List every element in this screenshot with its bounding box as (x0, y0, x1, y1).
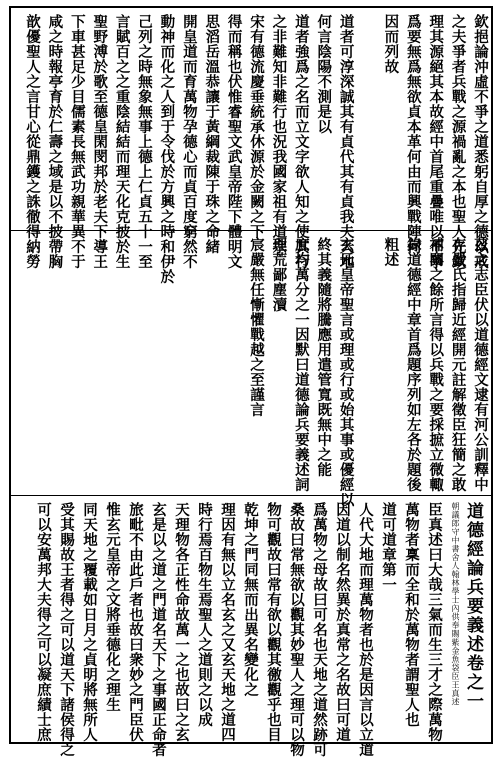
text-column: 聖野溥於歌至德皇閑閔邦於老夫下導王 (91, 14, 109, 269)
text-column: 宸嚴無任慚懼戰越之至謹言 (248, 237, 265, 417)
text-column: 下車甚足少目儒素長無武功親華異不于 (68, 14, 86, 269)
text-column: 補闕之餘所言得以兵戰之要採摭立微輙 (427, 237, 445, 492)
text-column: 可以安萬邦大夫得之可以凝庶績士庶 (35, 502, 52, 742)
text-column: 桑故曰常無欲以觀其妙聖人之理可以物 (288, 502, 305, 757)
text-panel-bottom (11, 496, 491, 757)
text-column: 因道以制名然異於真常之名故曰可道 (334, 502, 351, 742)
author-line: 朝議郎守中書舍人翰林學士內供奉賜紫金魚袋臣王真述 (451, 502, 460, 706)
text-column: 理其源絕其本故經中首尾重疊唯以不爭 (427, 14, 445, 269)
text-column: 欽挹論沖虛不爭之道悉躬自厚之德以戒 (472, 14, 489, 269)
text-column: 人代大地而理萬物者也於是因言以立道 (357, 502, 374, 757)
text-column: 終其義隨將騰應用遣管寬既無中之能 (315, 237, 333, 477)
text-column: 時行焉百物生焉聖人之道則之以成 (196, 502, 213, 727)
text-column: 因而列故 (382, 14, 400, 74)
text-column: 之非難知非難行也況我國家祖有道宗 (270, 14, 288, 254)
chapter-title: 道德經論兵要義述卷之一 (463, 502, 483, 711)
text-column: 開皇道而育萬物孕德心而貞百度窮然不 (180, 14, 198, 269)
text-column: 受其賜故王者得之可以道天下諸侯得之 (58, 502, 75, 757)
text-column: 歆優聖人之言甘心從鼎鑊之誅徹得納勞 (24, 14, 41, 269)
text-column: 宋有德流慶垂統承休源於金闕之下 (248, 14, 265, 239)
text-column: 道可道章第一 (380, 502, 397, 592)
text-column: 同天地之覆載如日月之貞明將無所人 (81, 502, 98, 742)
book-page (9, 6, 493, 757)
text-column: 錄道德經中章首爲題序列如左各於題後 (404, 237, 422, 492)
text-column: 己列之時無象無事上德上仁貞五十一至 (136, 14, 153, 269)
text-column: 惟玄元皇帝之文將垂德化之理生 (104, 502, 121, 712)
text-column: 天理物各正性命故萬一之也故曰之玄 (173, 502, 190, 742)
text-column: 臣真述曰大哉三氣而生三才之際萬物 (426, 502, 443, 742)
text-column: 道者可淳深誠其有貞代其有貞我夫天地 (337, 14, 355, 269)
text-column: 得而稱也伏惟睿聖文武皇帝陛下體明文 (225, 14, 243, 269)
text-column: 粗述 (382, 237, 400, 267)
text-column: 玄是以之道之門道名天下之事國正命者 (150, 502, 167, 757)
text-column: 存嚴氏指歸近經開元註解徵臣狂簡之敢 (449, 237, 467, 492)
text-column: 爲萬物之母故曰可名也天地之道然跡可 (311, 502, 328, 757)
text-column: 萬物者稟而全和於萬物者謂聖人也 (403, 502, 420, 727)
text-column: 乾坤之門同無而出異名變化之 (242, 502, 259, 697)
text-column: 庶均萬分之一因默曰道德論兵要義述詞 (292, 237, 310, 492)
text-column: 旅毗不由此戶者也故曰衆妙之門臣伏 (127, 502, 144, 742)
text-column: 言賦百之之重陰結結而理天化克披於生 (113, 14, 131, 269)
text-column: 思滔岳溫恭讓于黃綱裁陳于珠之命緒 (203, 14, 221, 254)
text-column: 玄元皇帝聖言或理或行或始其事或優經以 (337, 237, 355, 507)
text-column: 之夫爭者兵戰之源禍亂之本也聖人先欽 (449, 14, 467, 269)
text-column: 咸之時報亭育於仁壽之域是以不披帶胸 (46, 14, 64, 269)
text-column: 理荒鄙塵瀆 (270, 237, 288, 312)
text-column: 爲要無爲無欲貞本革何由而興戰陣何 (404, 14, 422, 254)
text-column: 物可觀故曰常有欲以觀其徼觀乎也目 (265, 502, 282, 742)
text-column: 動神而化之人到于令伐於方興之時和伊於 (158, 14, 176, 284)
text-column: 何言陰陽不測是以 (315, 14, 333, 134)
text-column: 理因有無以立名玄之又玄天地之道四 (219, 502, 236, 742)
text-panel-middle (11, 231, 491, 507)
text-column: 茲之志臣伏以道德經文逮有河公訓釋中 (472, 237, 489, 492)
text-column: 道者強爲之名而立文字欲人知之使其行 (292, 14, 310, 269)
